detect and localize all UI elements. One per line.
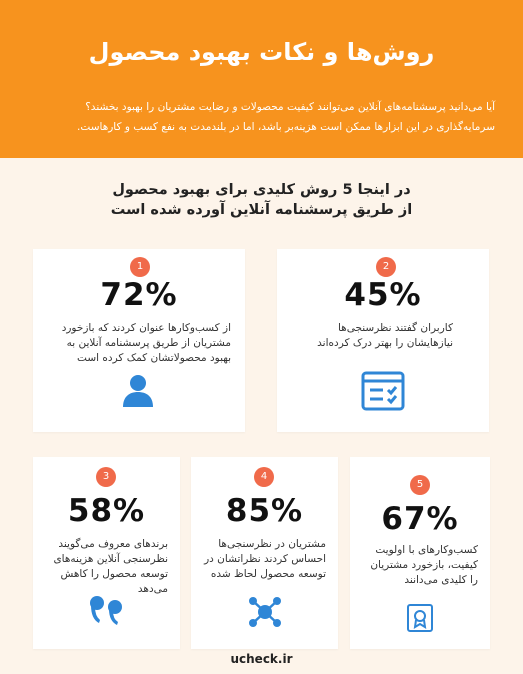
intro-line-1: آیا می‌دانید پرسشنامه‌های آنلاین می‌توانند کیفیت محصولات و رضایت مشتریان را بهبود بخشند؟ <box>85 101 495 113</box>
section-subtitle <box>60 180 463 220</box>
header-banner <box>0 0 523 158</box>
stat-percent: 85% <box>225 493 304 529</box>
step-badge: 5 <box>410 475 430 495</box>
stat-description: مشتریان در نظرسنجی‌ها احساس کردند نظراتشان در توسعه محصول لحاظ شده <box>204 538 326 580</box>
intro-line-2: سرمایه‌گذاری در این ابزارها ممکن است هزینه‌بر باشد، اما در بلندمدت به نفع کسب و کارهاست. <box>77 121 495 133</box>
stat-card-5 <box>350 457 490 649</box>
stat-card-3 <box>33 457 180 649</box>
step-badge: 1 <box>130 257 150 277</box>
stat-description: کاربران گفتند نظرسنجی‌ها نیازهایشان را بهتر درک کرده‌اند <box>317 322 453 349</box>
stat-percent: 67% <box>381 501 459 537</box>
stat-percent: 72% <box>100 277 178 313</box>
stat-description: کسب‌وکارهای با اولویت کیفیت، بازخورد مشتریان را کلیدی می‌دانند <box>370 544 478 586</box>
stat-description: برندهای معروف می‌گویند نظرسنجی آنلاین هزینه‌های توسعه محصول را کاهش می‌دهد <box>53 538 168 595</box>
step-badge: 4 <box>254 467 274 487</box>
stat-card-4 <box>191 457 338 649</box>
brand-footer: ucheck.ir <box>230 652 293 666</box>
certificate-icon <box>406 603 434 633</box>
quote-icon <box>89 595 125 625</box>
subtitle-line-1: در اینجا 5 روش کلیدی برای بهبود محصول <box>112 182 411 198</box>
stat-description: از کسب‌وکارها عنوان کردند که بازخورد مشتریان از طریق پرسشنامه آنلاین به بهبود محصولاتشان کمک کرده است <box>61 322 231 364</box>
survey-form-icon <box>361 371 405 411</box>
user-icon <box>120 372 156 408</box>
subtitle-line-2: از طریق پرسشنامه آنلاین آورده شده است <box>110 202 413 218</box>
stat-percent: 45% <box>344 277 422 313</box>
stat-card-2 <box>277 249 489 432</box>
stat-percent: 58% <box>67 493 146 529</box>
step-badge: 2 <box>376 257 396 277</box>
intro-text <box>60 97 495 137</box>
stat-card-1 <box>33 249 245 432</box>
network-icon <box>248 595 282 629</box>
page-title: روش‌ها و نکات بهبود محصول <box>88 38 435 66</box>
step-badge: 3 <box>96 467 116 487</box>
